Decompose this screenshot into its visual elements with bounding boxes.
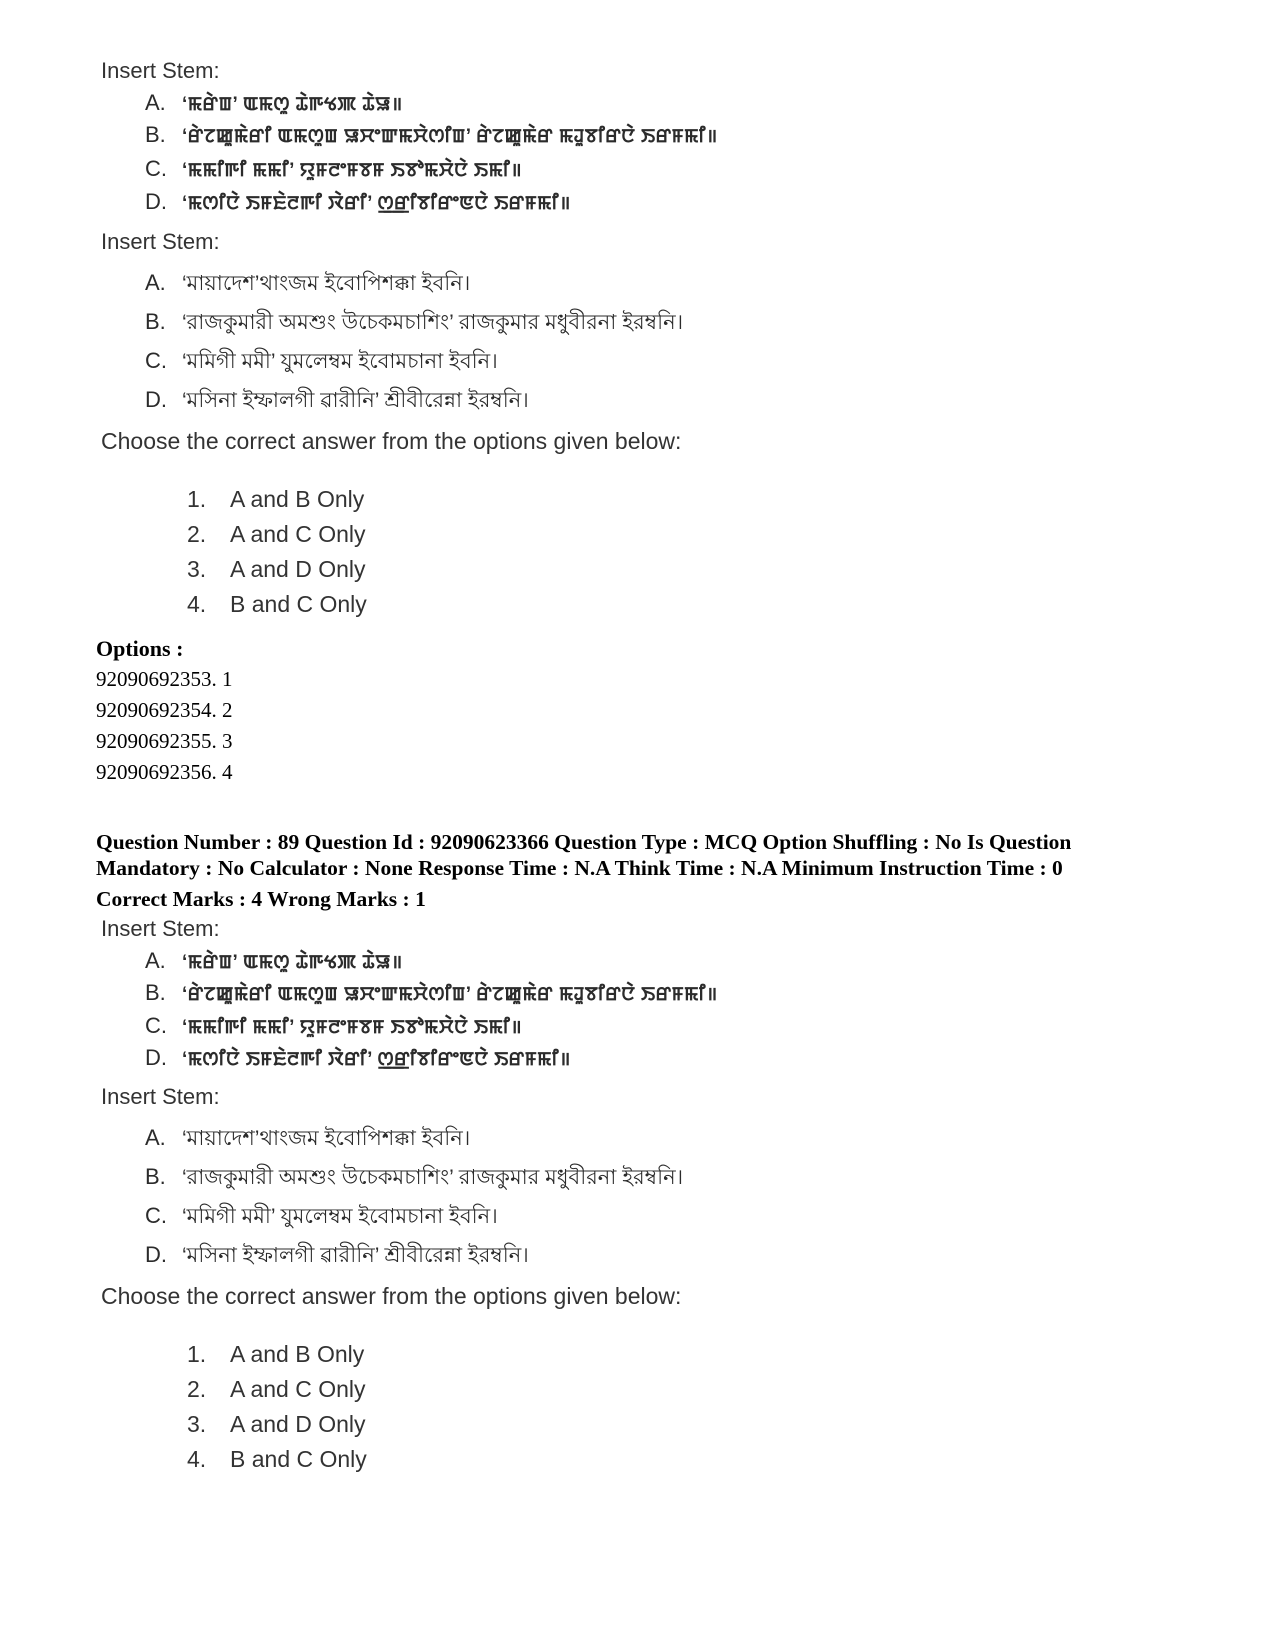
stem-option-d — [145, 1045, 571, 1072]
answer-number: 3. — [187, 1411, 207, 1437]
stem-label: Insert Stem: — [101, 58, 220, 83]
option-id-line: 92090692356. 4 — [96, 760, 233, 784]
option-text: ‘ꯃꯃꯤꯒꯤ ꯃꯃꯤ’ ꯌꯨꯝꯂꯦꯝꯕꯝ ꯏꯕꯣꯃꯆꯥꯅꯥ ꯏꯃꯤ॥ — [182, 160, 523, 181]
answer-text: A and C Only — [230, 521, 366, 547]
option-letter: A. — [145, 90, 166, 115]
stem-option-a — [145, 1122, 470, 1157]
answer-text: A and D Only — [230, 1411, 366, 1437]
answer-text: B and C Only — [230, 1446, 367, 1472]
answer-choice-1 — [187, 486, 364, 513]
option-letter: B. — [145, 122, 166, 147]
option-letter: A. — [145, 270, 166, 295]
stem-option-c — [145, 156, 522, 183]
answer-choice-3 — [187, 1411, 366, 1438]
option-letter: C. — [145, 156, 167, 181]
answer-number: 2. — [187, 1376, 207, 1402]
option-text: ‘মমিগী মমী’ যুমলেম্বম ইবোমচানা ইবনি। — [182, 350, 498, 373]
answer-text: A and D Only — [230, 556, 366, 582]
option-text: ‘ꯃꯔꯥꯡ’ ꯑꯃꯁꯨ ꯊꯥꯒꯠꯄ ꯊꯥꯎ॥ — [182, 94, 403, 115]
option-letter: A. — [145, 948, 166, 973]
answer-text: B and C Only — [230, 591, 367, 617]
answer-choice-1 — [187, 1341, 364, 1368]
option-letter: C. — [145, 348, 167, 373]
option-text: ‘ꯔꯥꯖꯀꯨꯃꯥꯔꯤ ꯑꯃꯁꯨꯡ ꯎꯆꯦꯛꯃꯆꯥꯁꯤꯡ’ ꯔꯥꯖꯀꯨꯃꯥꯔ ꯃꯙꯨꯕꯤꯔꯅꯥ ꯏꯔꯝꯃꯤ॥ — [182, 126, 718, 147]
answer-number: 1. — [187, 486, 207, 512]
answer-number: 2. — [187, 521, 207, 547]
option-letter: C. — [145, 1203, 167, 1228]
option-text: ‘ꯃꯁꯤꯅꯥ ꯏꯝꯐꯥꯂꯒꯤ ꯋꯥꯔꯤ’ ꯁ꯭ꯔꯤꯕꯤꯔꯦꯟꯅꯥ ꯏꯔꯝꯃꯤ॥ — [182, 193, 571, 214]
question-meta-line-3: Correct Marks : 4 Wrong Marks : 1 — [96, 887, 426, 911]
option-text: ‘ꯃꯁꯤꯅꯥ ꯏꯝꯐꯥꯂꯒꯤ ꯋꯥꯔꯤ’ ꯁ꯭ꯔꯤꯕꯤꯔꯦꯟꯅꯥ ꯏꯔꯝꯃꯤ॥ — [182, 1049, 571, 1070]
stem-label: Insert Stem: — [101, 229, 220, 254]
option-text: ‘রাজকুমারী অমশুং উচেকমচাশিং’ রাজকুমার মধুবীরনা ইরম্বনি। — [182, 311, 684, 334]
option-id-line: 92090692353. 1 — [96, 667, 233, 691]
answer-number: 4. — [187, 591, 207, 617]
answer-text: A and C Only — [230, 1376, 366, 1402]
option-text: ‘মমিগী মমী’ যুমলেম্বম ইবোমচানা ইবনি। — [182, 1205, 498, 1228]
choose-instruction: Choose the correct answer from the options given below: — [101, 1283, 682, 1309]
option-text: ‘মসিনা ইম্ফালগী ৱারীনি’ শ্রীবীরেন্না ইরম্বনি। — [182, 1244, 529, 1267]
answer-choice-4 — [187, 1446, 367, 1473]
option-letter: B. — [145, 309, 166, 334]
option-text: ‘মায়াদেশ’থাংজম ইবোপিশক্কা ইবনি। — [182, 272, 471, 295]
stem-label: Insert Stem: — [101, 1084, 220, 1109]
option-letter: D. — [145, 1045, 167, 1070]
stem-option-c — [145, 1200, 498, 1235]
answer-text: A and B Only — [230, 1341, 365, 1367]
stem-option-b — [145, 306, 683, 341]
option-letter: D. — [145, 387, 167, 412]
stem-option-c — [145, 345, 498, 380]
option-letter: C. — [145, 1013, 167, 1038]
option-text: ‘ꯃꯃꯤꯒꯤ ꯃꯃꯤ’ ꯌꯨꯝꯂꯦꯝꯕꯝ ꯏꯕꯣꯃꯆꯥꯅꯥ ꯏꯃꯤ॥ — [182, 1017, 523, 1038]
option-text: ‘মায়াদেশ’থাংজম ইবোপিশক্কা ইবনি। — [182, 1127, 471, 1150]
stem-option-c — [145, 1013, 522, 1040]
answer-choice-2 — [187, 1376, 366, 1403]
answer-choice-4 — [187, 591, 367, 618]
option-letter: D. — [145, 1242, 167, 1267]
option-letter: B. — [145, 1164, 166, 1189]
option-text: ‘ꯃꯔꯥꯡ’ ꯑꯃꯁꯨ ꯊꯥꯒꯠꯄ ꯊꯥꯎ॥ — [182, 952, 403, 973]
option-id-line: 92090692355. 3 — [96, 729, 233, 753]
stem-option-a — [145, 90, 403, 117]
question-meta-line-2: Mandatory : No Calculator : None Response Time : N.A Think Time : N.A Minimum Instruction Time : 0 — [96, 856, 1063, 880]
options-heading: Options : — [96, 636, 184, 661]
option-text: ‘রাজকুমারী অমশুং উচেকমচাশিং’ রাজকুমার মধুবীরনা ইরম্বনি। — [182, 1166, 684, 1189]
answer-choice-2 — [187, 521, 366, 548]
option-letter: A. — [145, 1125, 166, 1150]
option-letter: D. — [145, 189, 167, 214]
stem-option-b — [145, 1161, 683, 1196]
option-text: ‘ꯔꯥꯖꯀꯨꯃꯥꯔꯤ ꯑꯃꯁꯨꯡ ꯎꯆꯦꯛꯃꯆꯥꯁꯤꯡ’ ꯔꯥꯖꯀꯨꯃꯥꯔ ꯃꯙꯨꯕꯤꯔꯅꯥ ꯏꯔꯝꯃꯤ॥ — [182, 984, 718, 1005]
stem-option-a — [145, 267, 470, 302]
answer-choice-3 — [187, 556, 366, 583]
answer-number: 4. — [187, 1446, 207, 1472]
option-text: ‘মসিনা ইম্ফালগী ৱারীনি’ শ্রীবীরেন্না ইরম্বনি। — [182, 389, 529, 412]
answer-text: A and B Only — [230, 486, 365, 512]
choose-instruction: Choose the correct answer from the options given below: — [101, 428, 682, 454]
stem-option-b — [145, 122, 718, 149]
option-letter: B. — [145, 980, 166, 1005]
stem-label: Insert Stem: — [101, 916, 220, 941]
stem-option-d — [145, 1239, 529, 1274]
option-id-line: 92090692354. 2 — [96, 698, 233, 722]
answer-number: 1. — [187, 1341, 207, 1367]
question-meta-line-1: Question Number : 89 Question Id : 92090623366 Question Type : MCQ Option Shuffling : No Is Question — [96, 830, 1072, 854]
answer-number: 3. — [187, 556, 207, 582]
stem-option-d — [145, 384, 529, 419]
stem-option-d — [145, 189, 571, 216]
stem-option-b — [145, 980, 718, 1007]
stem-option-a — [145, 948, 403, 975]
